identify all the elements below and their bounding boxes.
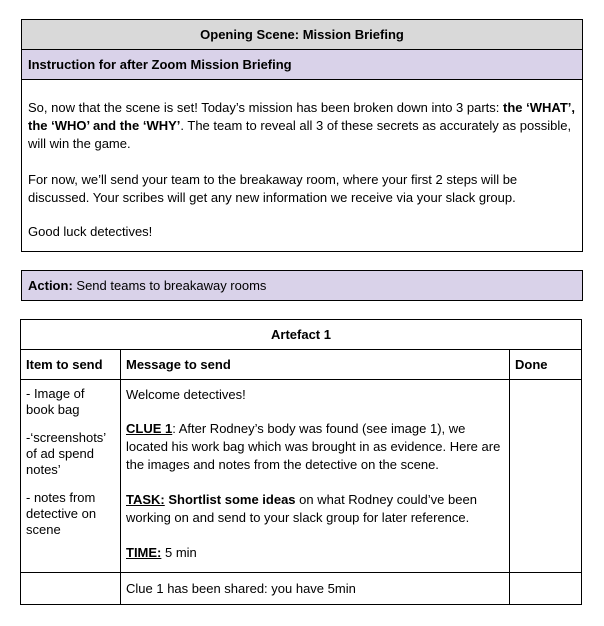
clue-text: CLUE 1: After Rodney’s body was found (see image 1), we located his work bag which was brought in as evidence. Here are the images and notes from the detective on the scene. (126, 421, 501, 472)
items-cell (21, 380, 121, 573)
item-detective-notes: - notes from detective on scene (26, 490, 97, 537)
artefact-table (20, 319, 582, 605)
action-text: Send teams to breakaway rooms (72, 278, 267, 293)
welcome-text: Welcome detectives! (126, 387, 246, 402)
instruction-paragraph-2: For now, we’ll send your team to the breakaway room, where your first 2 steps will be discussed. Your scribes will get any new information we receive via your slack group. (28, 172, 518, 205)
opening-scene-table (21, 19, 583, 252)
message-cell (121, 380, 510, 573)
col-header-item: Item to send (21, 350, 121, 380)
time-text: TIME: 5 min (126, 545, 197, 560)
item-book-bag: - Image of book bag (26, 386, 85, 417)
col-header-message: Message to send (121, 350, 510, 380)
action-label: Action: (28, 278, 73, 293)
artefact-title: Artefact 1 (21, 320, 582, 350)
done-cell-empty (510, 573, 582, 605)
instruction-paragraph-1: So, now that the scene is set! Today’s mission has been broken down into 3 parts: the ‘WHAT’, the ‘WHO’ and the ‘WHY’. The team to reveal all 3 of these secrets as accurately as possible, will win the game. (28, 100, 576, 151)
task-text: TASK: Shortlist some ideas on what Rodney could’ve been working on and send to your slack group for later reference. (126, 492, 477, 525)
items-cell-empty (21, 573, 121, 605)
instruction-body (22, 80, 582, 241)
instruction-paragraph-3: Good luck detectives! (28, 224, 153, 239)
done-cell (510, 380, 582, 573)
action-row (21, 270, 583, 301)
instruction-heading: Instruction for after Zoom Mission Briefing (22, 50, 582, 80)
shared-message: Clue 1 has been shared: you have 5min (121, 573, 510, 605)
col-header-done: Done (510, 350, 582, 380)
item-screenshots: -‘screenshots’ of ad spend notes’ (26, 430, 106, 477)
opening-scene-title: Opening Scene: Mission Briefing (22, 20, 582, 50)
